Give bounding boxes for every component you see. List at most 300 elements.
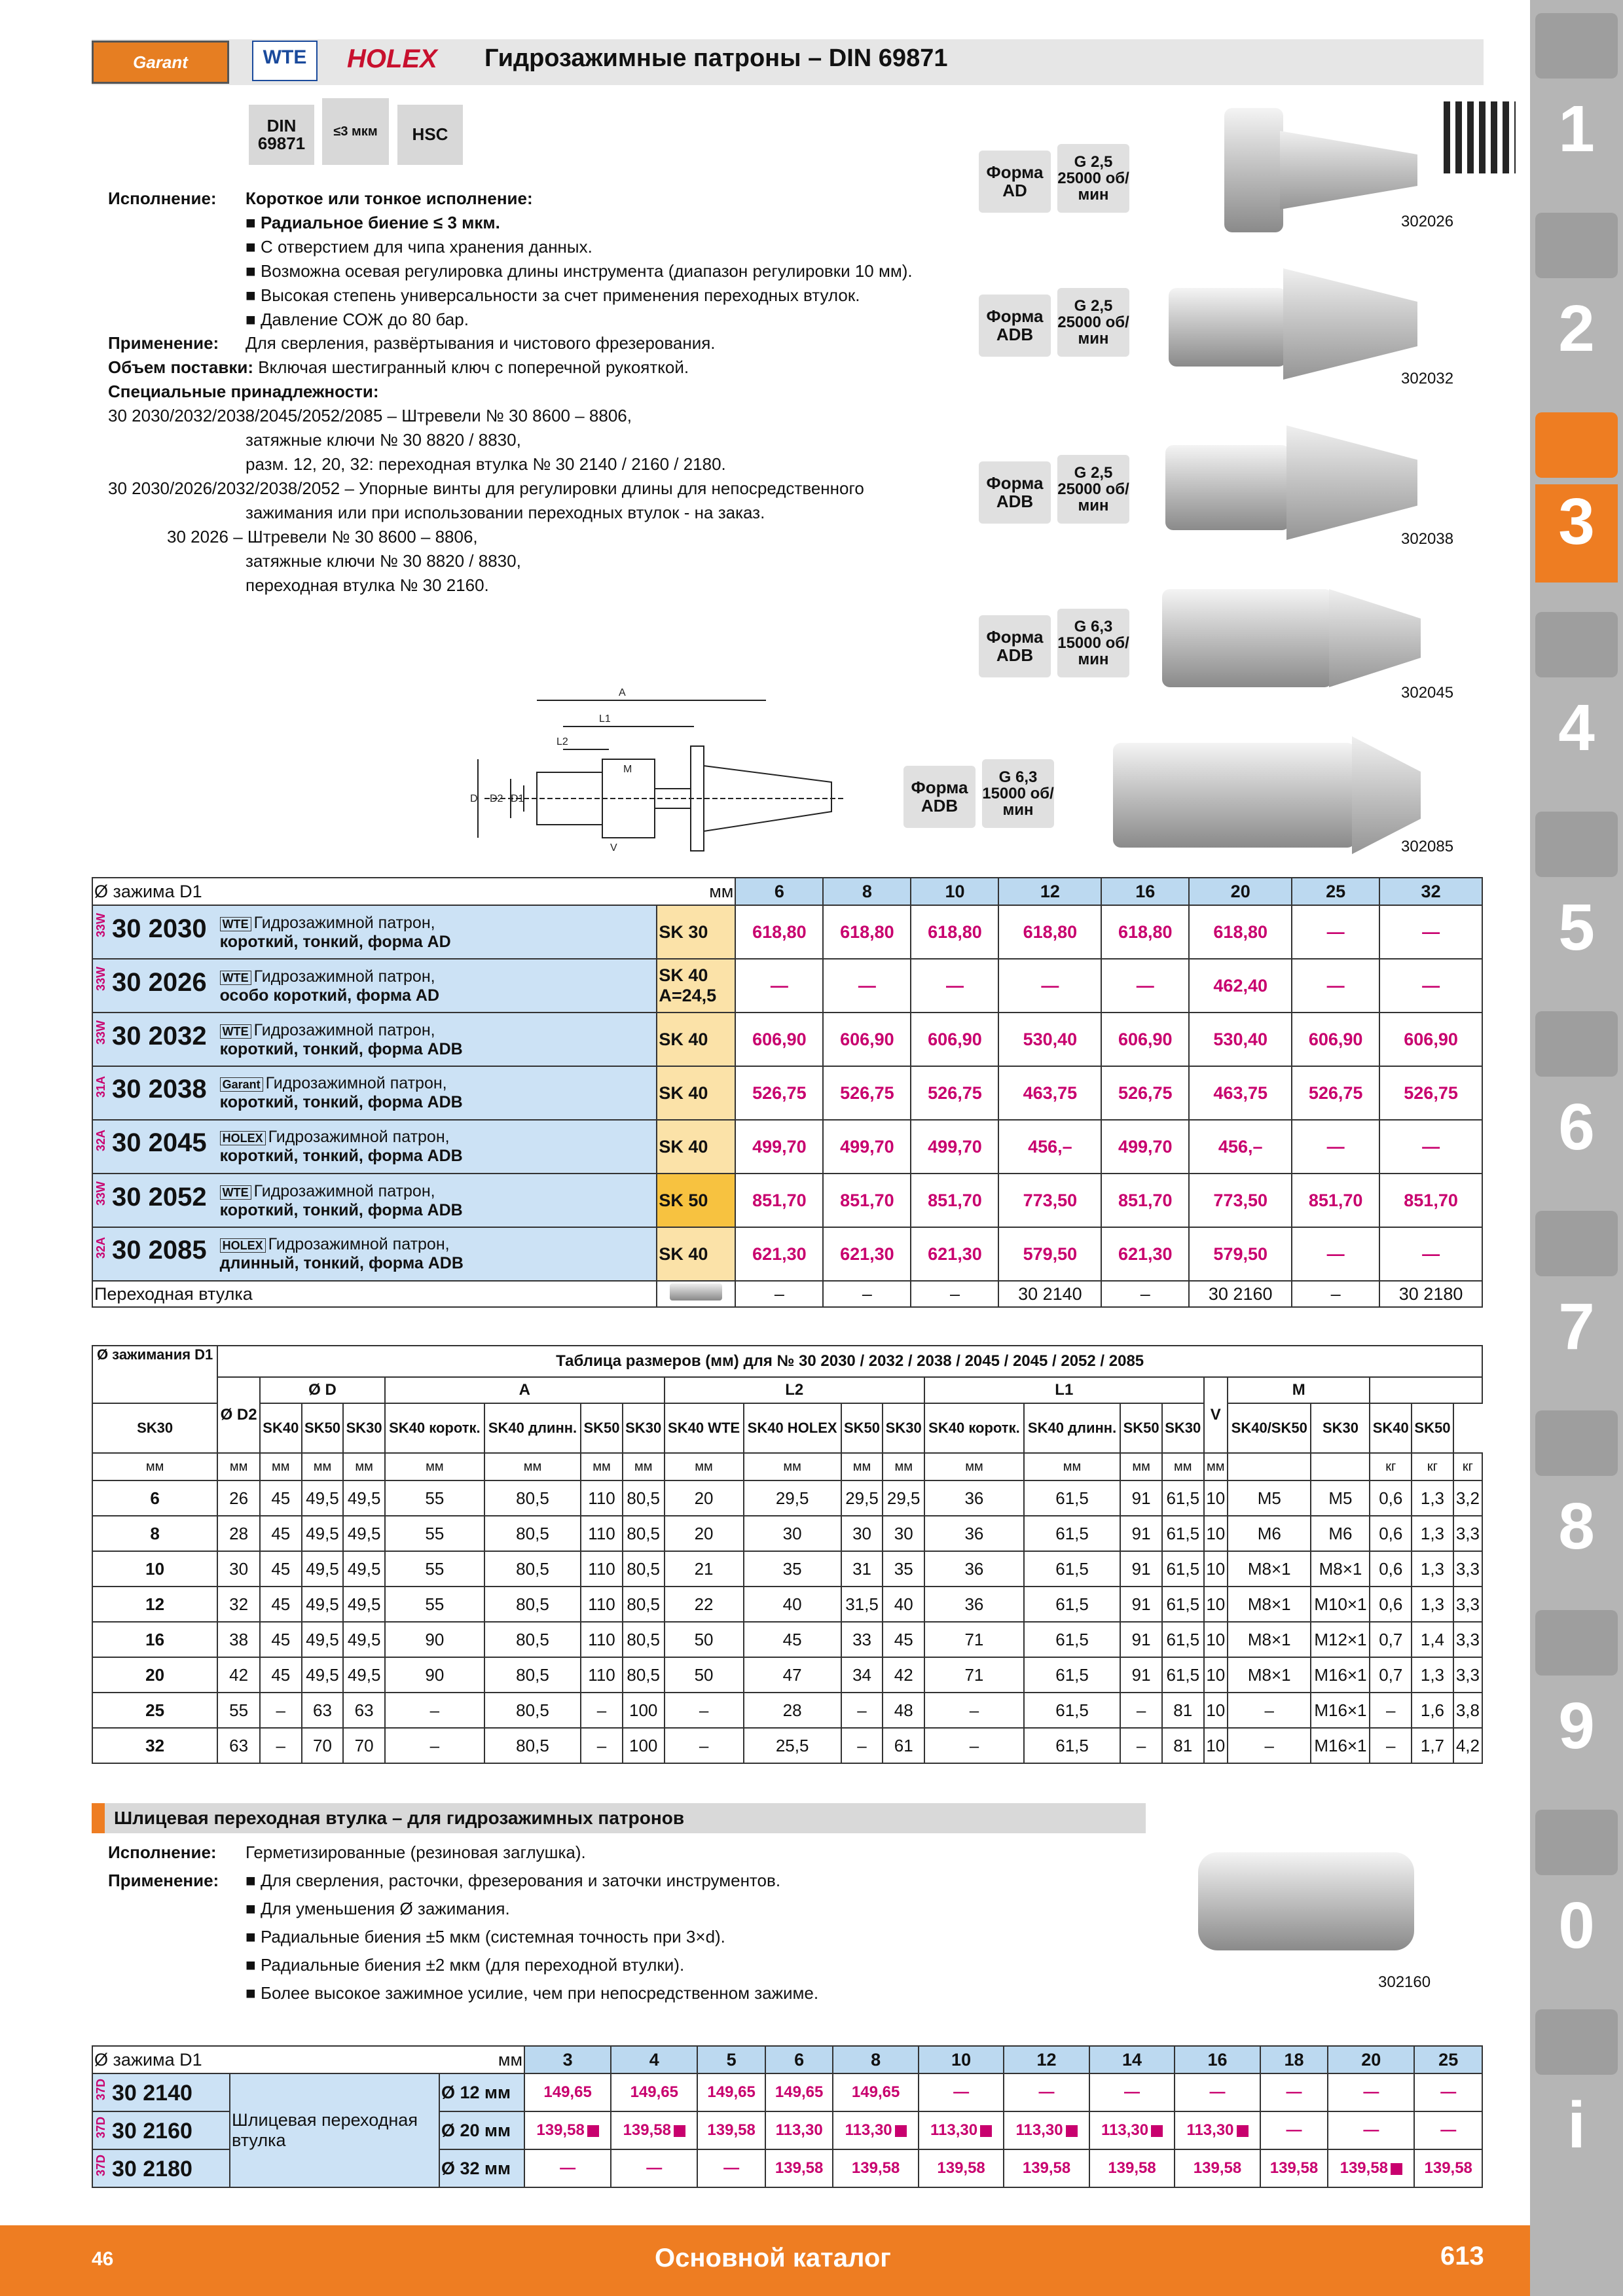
price-cell: 149,65 [611, 2073, 697, 2111]
dim-cell: 30 [883, 1516, 924, 1551]
dim-cell: M16×1 [1311, 1728, 1370, 1763]
price-cell: — [1379, 1227, 1482, 1281]
price-cell: — [1260, 2073, 1328, 2111]
dim-cell: 45 [260, 1551, 302, 1587]
price-cell: 139,58 [524, 2111, 611, 2149]
figure-1-balance: G 2,5 25000 об/мин [1057, 144, 1129, 213]
price-cell: — [1379, 1120, 1482, 1174]
dim-cell: 40 [744, 1587, 841, 1622]
special-mark [1066, 2125, 1078, 2137]
unit-cell: мм [581, 1453, 623, 1480]
price-cell: 851,70 [911, 1174, 998, 1227]
price-cell: 526,75 [823, 1066, 911, 1120]
dim-cell: 0,7 [1370, 1622, 1412, 1657]
figure-5-code: 302085 [1401, 838, 1454, 855]
article-number: 30 2085 [112, 1236, 207, 1265]
dim-cell: 80,5 [484, 1693, 581, 1728]
price-cell: 113,30 [1089, 2111, 1175, 2149]
wte-logo: WTE [252, 41, 318, 81]
price-cell: 139,58 [1004, 2149, 1089, 2187]
price-cell: — [998, 959, 1101, 1013]
taper-size: SK 40 [657, 1227, 735, 1281]
chapter-tab-icon[interactable] [1535, 1410, 1618, 1476]
dim-cell: 10 [1204, 1480, 1228, 1516]
brand-logo: WTE [220, 971, 251, 985]
dim-cell: – [1228, 1728, 1311, 1763]
clamp-diameter: 16 [92, 1622, 217, 1657]
clamp-diameter: 20 [92, 1657, 217, 1693]
dim-cell: 34 [841, 1657, 883, 1693]
price-cell: — [697, 2149, 765, 2187]
table-row [92, 1227, 1482, 1281]
price-cell: — [1328, 2073, 1414, 2111]
price-cell: 851,70 [1292, 1174, 1379, 1227]
price-cell: — [611, 2149, 697, 2187]
dim-cell: 70 [302, 1728, 344, 1763]
price-cell: — [919, 2073, 1004, 2111]
outer-diameter: Ø 32 мм [439, 2149, 524, 2187]
special-mark [587, 2125, 599, 2137]
article-number: 30 2026 [112, 967, 207, 997]
price-cell: 618,80 [735, 905, 823, 959]
outer-diameter: Ø 20 мм [439, 2111, 524, 2149]
dim-cell: 20 [665, 1516, 744, 1551]
article-cell [92, 2149, 230, 2187]
taper-size: SK 50 [657, 1174, 735, 1227]
dim-cell: 71 [924, 1622, 1024, 1657]
dim-subheader: SK40 WTE [665, 1403, 744, 1453]
unit-cell: мм [883, 1453, 924, 1480]
price-cell: — [1292, 1120, 1379, 1174]
dim-cell: 42 [217, 1657, 260, 1693]
price-cell: 526,75 [735, 1066, 823, 1120]
dim-cell: 80,5 [623, 1551, 665, 1587]
figure-2-cone [1283, 268, 1417, 380]
price-cell: 530,40 [998, 1013, 1101, 1066]
unit-cell: кг [1453, 1453, 1482, 1480]
brand-logo: WTE [220, 917, 251, 931]
din-badge: DIN 69871 [249, 105, 314, 165]
chapter-number[interactable]: 3 [1535, 484, 1618, 583]
price-cell: 526,75 [1101, 1066, 1189, 1120]
section-header: Шлицевая переходная втулка – для гидрозажимных патронов [105, 1803, 1146, 1833]
figure-4-holder [1162, 589, 1332, 687]
dim-cell: 31 [841, 1551, 883, 1587]
unit-cell: мм [385, 1453, 484, 1480]
sleeve-table: Ø зажима D1 мм 3 4 5 6 8 10 12 14 16 18 20 25 37D 30 2140 Шлицевая переходная втулка Ø 12 мм 149,65 149,65 149,65 149,65 149,65 — — — — — — — 37D 30 2160 Ø 20 мм 139,58 139,58 139,58 113,30 113,30 113,30 113,30 113,30 113,30 — — — 37D 30 2180 Ø 32 мм — — — 139,58 139,58 139,58 139,58 139,58 139,58 139,58 139,58 139,58 [92, 2045, 1483, 2188]
chapter-number[interactable]: 2 [1558, 292, 1595, 365]
dim-cell: 80,5 [484, 1622, 581, 1657]
article-number: 30 2160 [112, 2119, 192, 2144]
dim-subheader: SK50 [841, 1403, 883, 1453]
holex-logo: HOLEX [347, 45, 437, 73]
dim-cell: – [841, 1728, 883, 1763]
price-cell: — [1414, 2073, 1482, 2111]
clamp-diameter: 32 [92, 1728, 217, 1763]
dim-cell: – [581, 1693, 623, 1728]
dim-cell: 3,3 [1453, 1587, 1482, 1622]
table-row [92, 1120, 1482, 1174]
chapter-tab-icon[interactable] [1535, 213, 1618, 278]
price-cell: 526,75 [1292, 1066, 1379, 1120]
dim-cell: 47 [744, 1657, 841, 1693]
price-cell: 579,50 [998, 1227, 1101, 1281]
dim-cell: – [1120, 1693, 1162, 1728]
unit-cell: мм [841, 1453, 883, 1480]
dim-cell: 80,5 [484, 1728, 581, 1763]
figure-1-form: Форма AD [979, 151, 1051, 213]
dim-cell: 45 [260, 1587, 302, 1622]
dim-cell: 1,3 [1412, 1587, 1453, 1622]
chapter-tab-icon[interactable] [1535, 1810, 1618, 1875]
price-cell: 139,58 [1089, 2149, 1175, 2187]
dim-d2: D2 [490, 793, 503, 804]
dim-subheader: SK40 длинн. [1024, 1403, 1120, 1453]
unit-cell: мм [343, 1453, 385, 1480]
chapter-tab-icon[interactable] [1535, 1011, 1618, 1077]
dim-cell: M8×1 [1228, 1657, 1311, 1693]
product-name: 33W 30 2026 WTE Гидрозажимной патрон, особо короткий, форма AD [92, 959, 657, 1013]
dim-cell: 55 [385, 1587, 484, 1622]
dim-subheader: SK30 [623, 1403, 665, 1453]
dim-cell: 55 [385, 1551, 484, 1587]
dim-cell: 80,5 [484, 1587, 581, 1622]
brand-logo: WTE [220, 1024, 251, 1039]
dim-cell: 36 [924, 1516, 1024, 1551]
figure-3-holder [1165, 445, 1290, 530]
dim-cell: 49,5 [343, 1480, 385, 1516]
price-cell: 499,70 [735, 1120, 823, 1174]
dim-cell: – [1120, 1728, 1162, 1763]
price-cell: 456,– [998, 1120, 1101, 1174]
price-cell: 113,30 [833, 2111, 918, 2149]
unit-cell: мм [1024, 1453, 1120, 1480]
price-cell: 851,70 [1101, 1174, 1189, 1227]
chapter-number[interactable]: 9 [1558, 1689, 1595, 1763]
chapter-number[interactable]: 8 [1558, 1490, 1595, 1563]
taper-size: SK 40 A=24,5 [657, 959, 735, 1013]
dim-cell: 1,4 [1412, 1622, 1453, 1657]
dim-cell: 3,2 [1453, 1480, 1482, 1516]
footer-title: Основной каталог [655, 2244, 891, 2272]
price-cell: 851,70 [735, 1174, 823, 1227]
figure-5-form: Форма ADB [903, 766, 976, 828]
dim-subheader: SK50 [302, 1403, 344, 1453]
price-cell: 606,90 [911, 1013, 998, 1066]
size-header: 5 [697, 2046, 765, 2073]
unit-cell: мм [1204, 1453, 1228, 1480]
dim-cell: 0,6 [1370, 1480, 1412, 1516]
dim-cell: 30 [841, 1516, 883, 1551]
dim-cell: 49,5 [302, 1516, 344, 1551]
size-header: 4 [611, 2046, 697, 2073]
dim-cell: 10 [1204, 1516, 1228, 1551]
section-marker [92, 1803, 105, 1833]
dim-cell: 49,5 [302, 1587, 344, 1622]
unit-cell: мм [92, 1453, 217, 1480]
dim-cell: 110 [581, 1551, 623, 1587]
page-number-left: 46 [92, 2248, 114, 2270]
chapter-number[interactable]: 5 [1558, 891, 1595, 964]
brand-logo: HOLEX [220, 1238, 266, 1253]
dim-cell: 61,5 [1162, 1622, 1204, 1657]
price-cell: — [823, 959, 911, 1013]
chapter-number[interactable]: 6 [1558, 1090, 1595, 1164]
dim-cell: 3,3 [1453, 1516, 1482, 1551]
dim-cell: 91 [1120, 1480, 1162, 1516]
dim-cell: 110 [581, 1587, 623, 1622]
dim-subheader: SK40 коротк. [385, 1403, 484, 1453]
dim-cell: 110 [581, 1622, 623, 1657]
price-cell: 499,70 [823, 1120, 911, 1174]
figure-4-cone [1329, 589, 1421, 687]
dim-cell: 80,5 [623, 1587, 665, 1622]
dim-cell: 1,3 [1412, 1480, 1453, 1516]
price-cell: 606,90 [1292, 1013, 1379, 1066]
price-cell: 606,90 [1101, 1013, 1189, 1066]
dim-cell: M16×1 [1311, 1657, 1370, 1693]
dim-cell: 10 [1204, 1622, 1228, 1657]
special-mark [980, 2125, 992, 2137]
special-mark [1151, 2125, 1163, 2137]
dim-cell: 55 [217, 1693, 260, 1728]
price-cell: 579,50 [1189, 1227, 1292, 1281]
chapter-tab-icon[interactable] [1535, 13, 1618, 79]
dim-cell: 3,3 [1453, 1657, 1482, 1693]
dim-cell: 45 [744, 1622, 841, 1657]
price-cell: 851,70 [1379, 1174, 1482, 1227]
price-cell: 606,90 [1379, 1013, 1482, 1066]
article-number: 30 2052 [112, 1182, 207, 1211]
article-number: 30 2038 [112, 1075, 207, 1104]
chapter-tab-icon[interactable] [1535, 612, 1618, 677]
table-row [92, 2073, 1482, 2111]
figure-2-holder [1169, 288, 1286, 367]
dim-cell: 3,3 [1453, 1622, 1482, 1657]
category-code: 37D [94, 2078, 107, 2101]
price-cell: 139,58 [765, 2149, 833, 2187]
dim-d: D [470, 793, 478, 804]
dim-cell: – [665, 1728, 744, 1763]
price-cell: 621,30 [823, 1227, 911, 1281]
clamp-diameter: 25 [92, 1693, 217, 1728]
price-cell: 113,30 [1175, 2111, 1260, 2149]
taper-size: SK 40 [657, 1066, 735, 1120]
price-cell: 618,80 [1101, 905, 1189, 959]
hsc-badge: HSC [397, 105, 463, 165]
price-cell: 149,65 [697, 2073, 765, 2111]
dim-cell: 91 [1120, 1551, 1162, 1587]
dim-cell: 80,5 [484, 1551, 581, 1587]
table-row [92, 959, 1482, 1013]
taper-size: SK 30 [657, 905, 735, 959]
dim-cell: 29,5 [744, 1480, 841, 1516]
chapter-number[interactable]: 7 [1558, 1290, 1595, 1363]
price-cell: 139,58 [1414, 2149, 1482, 2187]
dim-subheader: SK50 [1120, 1403, 1162, 1453]
dim-cell: – [924, 1728, 1024, 1763]
dim-cell: 49,5 [302, 1622, 344, 1657]
price-cell: 621,30 [735, 1227, 823, 1281]
unit-cell: мм [665, 1453, 744, 1480]
figure-5-holder [1113, 743, 1355, 848]
price-cell: — [1379, 905, 1482, 959]
dim-cell: 61,5 [1024, 1551, 1120, 1587]
dim-cell: 21 [665, 1551, 744, 1587]
dim-cell: 61,5 [1024, 1480, 1120, 1516]
dim-cell: 45 [260, 1657, 302, 1693]
article-number: 30 2180 [112, 2157, 192, 2182]
price-cell: 139,58 [1260, 2149, 1328, 2187]
table-row [92, 1587, 1482, 1622]
dim-cell: 61,5 [1024, 1587, 1120, 1622]
special-mark [1391, 2163, 1402, 2175]
dim-cell: 61,5 [1162, 1480, 1204, 1516]
dim-subheader: SK50 [581, 1403, 623, 1453]
dim-cell: 71 [924, 1657, 1024, 1693]
size-header: 14 [1089, 2046, 1175, 2073]
dim-cell: 61,5 [1162, 1657, 1204, 1693]
unit-cell: кг [1412, 1453, 1453, 1480]
dim-cell: 91 [1120, 1657, 1162, 1693]
dim-cell: 61,5 [1024, 1693, 1120, 1728]
price-cell: — [1414, 2111, 1482, 2149]
special-mark [674, 2125, 685, 2137]
product-name: 33W 30 2032 WTE Гидрозажимной патрон, короткий, тонкий, форма ADB [92, 1013, 657, 1066]
product-name: 32A 30 2045 HOLEX Гидрозажимной патрон, короткий, тонкий, форма ADB [92, 1120, 657, 1174]
outer-diameter: Ø 12 мм [439, 2073, 524, 2111]
article-number: 30 2140 [112, 2081, 192, 2106]
dim-cell: 1,6 [1412, 1693, 1453, 1728]
dim-cell: 29,5 [883, 1480, 924, 1516]
price-cell: — [1101, 959, 1189, 1013]
dim-cell: 61,5 [1162, 1516, 1204, 1551]
dim-cell: M5 [1311, 1480, 1370, 1516]
sleeve-name: Шлицевая переходная втулка [230, 2073, 439, 2187]
brand-logo: Garant [220, 1077, 263, 1092]
article-cell [92, 2073, 230, 2111]
category-code: 32A [94, 1237, 107, 1259]
chapter-number[interactable]: 1 [1558, 92, 1595, 166]
size-header: 20 [1328, 2046, 1414, 2073]
dim-cell: 110 [581, 1657, 623, 1693]
price-table: Ø зажима D1 мм 6 8 10 12 16 20 25 32 33W 30 2030 WTE Гидрозажимной патрон, короткий, тонкий, форма AD SK 30 618,80 618,80 618,80 618,80 618,80 618,80 — — 33W 30 2026 WTE Гидрозажимной патрон, особо короткий, форма AD SK 40 A=24,5 — — — — — 462,40 — — 33W 30 2032 WTE Гидрозажимной патрон, короткий, тонкий, форма ADB SK 40 606,90 606,90 606,90 530,40 606,90 530,40 606,90 606,90 31A 30 2038 Garant Гидрозажимной патрон, короткий, тонкий, форма ADB SK 40 526,75 526,75 526,75 463,75 526,75 463,75 526,75 526,75 32A 30 2045 HOLEX Гидрозажимной патрон, короткий, тонкий, форма ADB SK 40 499,70 499,70 499,70 456,– 499,70 456,– — — 33W 30 2052 WTE Гидрозажимной патрон, короткий, тонкий, форма ADB SK 50 851,70 851,70 851,70 773,50 851,70 773,50 851,70 851,70 32A 30 2085 HOLEX Гидрозажимной патрон, длинный, тонкий, форма ADB SK 40 621,30 621,30 621,30 579,50 621,30 579,50 — — Переходная втулка – – – 30 2140 – 30 2160 – 30 2180 [92, 877, 1483, 1308]
price-cell: 139,58 [1175, 2149, 1260, 2187]
dim-cell: 81 [1162, 1728, 1204, 1763]
page-title: Гидрозажимные патроны – DIN 69871 [484, 45, 948, 72]
dim-cell: 0,6 [1370, 1587, 1412, 1622]
chapter-tab-icon[interactable] [1535, 812, 1618, 877]
dim-cell: 90 [385, 1657, 484, 1693]
unit-cell: мм [260, 1453, 302, 1480]
dim-cell: 35 [883, 1551, 924, 1587]
price-cell: 149,65 [833, 2073, 918, 2111]
special-mark [895, 2125, 907, 2137]
chapter-number[interactable]: 0 [1558, 1889, 1595, 1962]
category-code: 37D [94, 2116, 107, 2139]
size-header: 8 [833, 2046, 918, 2073]
dim-cell: 61,5 [1162, 1587, 1204, 1622]
price-cell: 139,58 [919, 2149, 1004, 2187]
figure-3-balance: G 2,5 25000 об/мин [1057, 455, 1129, 524]
dim-cell: – [385, 1693, 484, 1728]
dim-cell: 61,5 [1024, 1622, 1120, 1657]
table-row [92, 1174, 1482, 1227]
size-header: 3 [524, 2046, 611, 2073]
unit-cell: мм [1162, 1453, 1204, 1480]
dim-cell: 42 [883, 1657, 924, 1693]
dim-cell: M5 [1228, 1480, 1311, 1516]
dim-cell: 45 [260, 1480, 302, 1516]
specs-block: Исполнение: Короткое или тонкое исполнение: ■ Радиальное биение ≤ 3 мкм. ■ С отверстием для чипа хранения данных. ■ Возможна осевая регулировка длины инструмента (диапазон регулировки 10 мм). ■ Высокая степень универсальности за счет применения переходных втулок. ■ Давление СОЖ до 80 бар. Применение: Для сверления, развёртывания и чистового фрезерования. Объем поставки: Включая шестигранный ключ с поперечной рукояткой. Специальные принадлежности: 30 2030/2032/2038/2045/2052/2085 – Штревели № 30 8600 – 8806, затяжные ключи № 30 8820 / 8830, разм. 12, 20, 32: переходная втулка № 30 2140 / 2160 / 2180. 30 2030/2026/2032/2038/2052 – Упорные винты для регулировки длины для непосредственного зажимания или при использовании переходных втулок - на заказ. 30 2026 – Штревели № 30 8600 – 8806, затяжные ключи № 30 8820 / 8830, переходная втулка № 30 2160. [108, 188, 913, 595]
product-name: 33W 30 2052 WTE Гидрозажимной патрон, короткий, тонкий, форма ADB [92, 1174, 657, 1227]
dim-cell: 28 [217, 1516, 260, 1551]
category-code: 31A [94, 1076, 107, 1098]
dim-cell: M6 [1311, 1516, 1370, 1551]
figure-4-form: Форма ADB [979, 615, 1051, 677]
dim-cell: 0,7 [1370, 1657, 1412, 1693]
dim-cell: 29,5 [841, 1480, 883, 1516]
dim-cell: 3,3 [1453, 1551, 1482, 1587]
dim-cell: M16×1 [1311, 1693, 1370, 1728]
unit-cell: мм [484, 1453, 581, 1480]
dim-cell: 80,5 [623, 1480, 665, 1516]
price-cell: 526,75 [911, 1066, 998, 1120]
category-code: 37D [94, 2154, 107, 2177]
dim-cell: 36 [924, 1551, 1024, 1587]
price-cell: 113,30 [919, 2111, 1004, 2149]
price-cell: 499,70 [911, 1120, 998, 1174]
dim-subheader: SK40/SK50 [1228, 1403, 1311, 1453]
dim-cell: 28 [744, 1693, 841, 1728]
price-cell: — [735, 959, 823, 1013]
price-cell: 618,80 [1189, 905, 1292, 959]
dim-cell: 80,5 [623, 1657, 665, 1693]
dim-cell: M8×1 [1228, 1622, 1311, 1657]
dim-cell: 55 [385, 1480, 484, 1516]
brand-logo: WTE [220, 1185, 251, 1200]
price-cell: — [1260, 2111, 1328, 2149]
chapter-tab-icon[interactable] [1535, 2009, 1618, 2075]
chapter-tab-icon[interactable] [1535, 1610, 1618, 1676]
chapter-number[interactable]: i [1567, 2089, 1586, 2162]
clamp-diameter: 6 [92, 1480, 217, 1516]
price-cell: 851,70 [823, 1174, 911, 1227]
price-cell: — [1292, 1227, 1379, 1281]
chapter-tab-icon[interactable] [1535, 1211, 1618, 1276]
dim-subheader: SK40 длинн. [484, 1403, 581, 1453]
dim-cell: 30 [744, 1516, 841, 1551]
table-row [92, 1066, 1482, 1120]
dim-cell: 61 [883, 1728, 924, 1763]
dim-cell: – [1370, 1728, 1412, 1763]
dim-cell: 32 [217, 1587, 260, 1622]
price-cell: 526,75 [1379, 1066, 1482, 1120]
chapter-tab-icon[interactable] [1535, 412, 1618, 478]
figure-2-code: 302032 [1401, 370, 1454, 387]
price-cell: — [1089, 2073, 1175, 2111]
price-cell: 463,75 [1189, 1066, 1292, 1120]
dim-cell: 61,5 [1162, 1551, 1204, 1587]
sleeve-code: 302160 [1378, 1973, 1431, 1991]
chapter-number[interactable]: 4 [1558, 691, 1595, 764]
dim-cell: 45 [260, 1516, 302, 1551]
price-cell: 621,30 [911, 1227, 998, 1281]
figure-5-cone [1352, 736, 1421, 854]
dim-cell: 45 [260, 1622, 302, 1657]
dim-cell: 80,5 [484, 1480, 581, 1516]
dim-cell: M8×1 [1228, 1551, 1311, 1587]
